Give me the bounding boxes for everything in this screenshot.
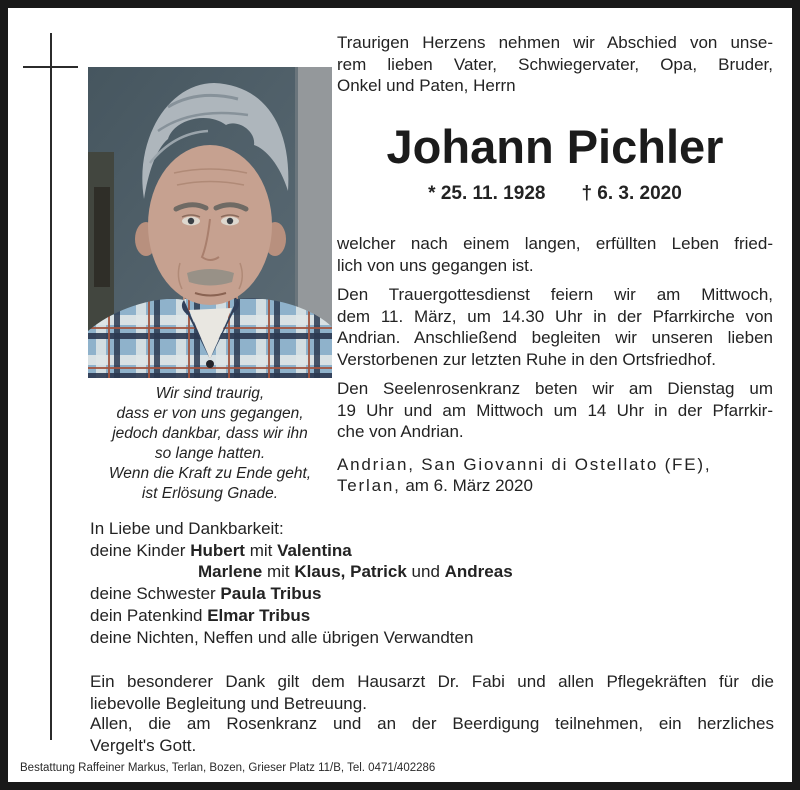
date-line bbox=[337, 475, 773, 497]
name-valentina: Valentina bbox=[277, 540, 352, 560]
verse-line: dass er von uns gegangen, bbox=[116, 405, 304, 422]
godchild-label: dein Patenkind bbox=[90, 605, 208, 625]
name-elmar-tribus: Elmar Tribus bbox=[207, 605, 311, 625]
name-hubert: Hubert bbox=[190, 540, 245, 560]
deceased-name: Johann Pichler bbox=[386, 119, 724, 173]
announcement-column bbox=[337, 32, 773, 497]
paragraph-line: dem 11. März, um 14.30 Uhr in der Pfarrkirche von bbox=[337, 306, 773, 326]
paragraph-line: 19 Uhr und am Mittwoch um 14 Uhr in der Pfarrkir- bbox=[337, 400, 773, 420]
paragraph-passing bbox=[337, 233, 773, 276]
children-label: deine Kinder bbox=[90, 540, 191, 560]
paragraph-line: Andrian. Anschließend begleiten wir unseren lieben bbox=[337, 328, 773, 347]
paragraph-line: lich von uns gegangen ist. bbox=[337, 255, 534, 275]
verse-line: Wenn die Kraft zu Ende geht, bbox=[108, 465, 312, 482]
paragraph-funeral-service bbox=[337, 284, 773, 370]
thanks-line: Ein besonderer Dank gilt dem Hausarzt Dr. Fabi und allen Pflegekräften für die bbox=[90, 672, 774, 691]
name-klaus-patrick: Klaus, Patrick bbox=[294, 562, 407, 582]
death-date: † 6. 3. 2020 bbox=[581, 182, 682, 204]
name-paula-tribus: Paula Tribus bbox=[220, 584, 322, 604]
paragraph-line: che von Andrian. bbox=[337, 422, 464, 441]
memorial-verse bbox=[60, 384, 360, 504]
name-marlene: Marlene bbox=[198, 562, 263, 582]
verse-line: so lange hatten. bbox=[154, 445, 266, 462]
paragraph-line: Verstorbenen zur letzten Ruhe in den Ortsfriedhof. bbox=[337, 349, 716, 369]
paragraph-line: Den Seelenrosenkranz beten wir am Dienstag um bbox=[337, 379, 773, 398]
paragraph-line: Den Trauergottesdienst feiern wir am Mittwoch, bbox=[337, 285, 773, 304]
verse-line: jedoch dankbar, dass wir ihn bbox=[112, 425, 308, 442]
family-sister-line bbox=[90, 583, 774, 605]
family-list bbox=[90, 518, 774, 648]
funeral-home-info: Bestattung Raffeiner Markus, Terlan, Bozen, Grieser Platz 11/B, Tel. 0471/402286 bbox=[20, 762, 436, 774]
place-line: Andrian, San Giovanni di Ostellato (FE), bbox=[337, 454, 712, 474]
mit-text: mit bbox=[244, 540, 278, 560]
thanks-paragraph bbox=[90, 671, 774, 714]
intro-line: rem lieben Vater, Schwiegervater, Opa, Bruder, bbox=[337, 54, 773, 74]
verse-line: ist Erlösung Gnade. bbox=[141, 485, 279, 502]
family-relatives-line: deine Nichten, Neffen und alle übrigen Verwandten bbox=[90, 627, 474, 647]
paragraph-line: welcher nach einem langen, erfüllten Leben fried- bbox=[337, 234, 773, 253]
mit-text: mit bbox=[262, 562, 295, 582]
birth-date: * 25. 11. 1928 bbox=[428, 182, 546, 204]
place-terlan: Terlan, bbox=[337, 476, 401, 495]
name-andreas: Andreas bbox=[444, 562, 513, 582]
cross-vertical-bar bbox=[50, 33, 52, 740]
farewell-paragraph bbox=[90, 713, 774, 756]
place-date bbox=[337, 454, 773, 497]
family-godchild-line bbox=[90, 605, 774, 627]
intro-paragraph bbox=[337, 32, 773, 97]
family-children-line bbox=[90, 540, 774, 562]
family-children-line2 bbox=[90, 561, 774, 583]
thanks-line: liebevolle Begleitung und Betreuung. bbox=[90, 693, 367, 713]
sister-label: deine Schwester bbox=[90, 584, 221, 604]
family-heading: In Liebe und Dankbarkeit: bbox=[90, 519, 284, 538]
portrait-photo bbox=[88, 67, 332, 378]
paragraph-rosary bbox=[337, 378, 773, 443]
farewell-line: Vergelt's Gott. bbox=[90, 735, 197, 755]
intro-line: Traurigen Herzens nehmen wir Abschied von unse- bbox=[337, 33, 773, 52]
cross-horizontal-bar bbox=[23, 66, 78, 68]
date-text: am 6. März 2020 bbox=[400, 476, 533, 495]
intro-line: Onkel und Paten, Herrn bbox=[337, 76, 516, 95]
verse-line: Wir sind traurig, bbox=[155, 385, 265, 402]
farewell-line: Allen, die am Rosenkranz und an der Beerdigung teilnehmen, ein herzliches bbox=[90, 714, 774, 733]
life-dates bbox=[337, 183, 773, 205]
und-text: und bbox=[406, 562, 445, 582]
